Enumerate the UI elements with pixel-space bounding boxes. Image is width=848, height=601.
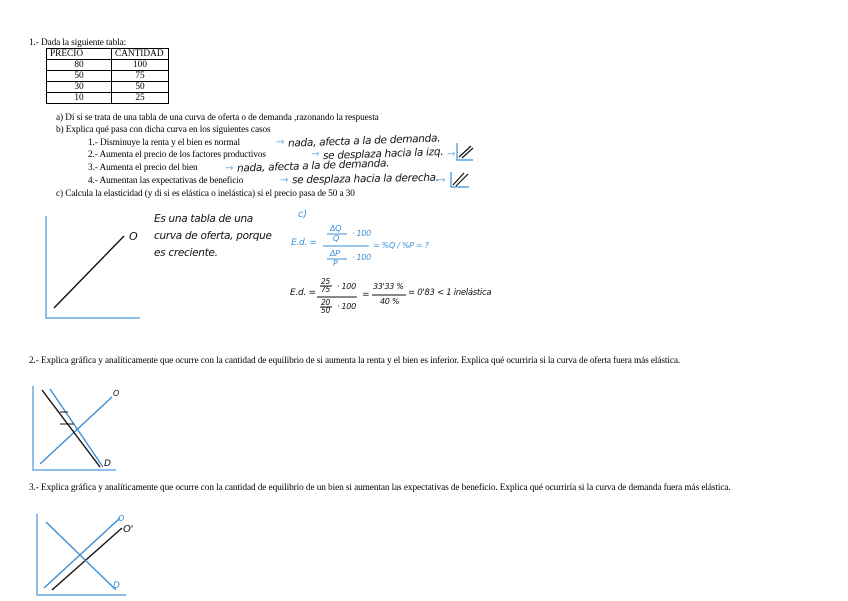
note-line: curva de oferta, porque: [154, 230, 272, 242]
q3-label-o: O: [118, 514, 124, 523]
table-cell: 75: [112, 71, 169, 82]
note-line: Es una tabla de una: [154, 213, 253, 225]
case-2-text: 2.- Aumenta el precio de los factores productivos: [88, 150, 266, 160]
calc-den-delta-p: ΔP: [330, 249, 340, 258]
calc-equals: =: [362, 290, 370, 300]
table-row: [47, 93, 169, 104]
calc-times: · 100: [337, 302, 356, 311]
table-header-row: [47, 49, 169, 60]
case-4-answer: se desplaza hacia la derecha.: [291, 171, 439, 187]
note-line: es creciente.: [154, 247, 218, 259]
calc-num-q: Q: [333, 234, 339, 243]
case-3-answer: nada, afecta a la de demanda.: [236, 157, 390, 175]
q1-title: 1.- Dada la siguiente tabla:: [29, 38, 127, 48]
calc-times: · 100: [337, 282, 356, 291]
arrow-icon: ⇾: [311, 149, 320, 160]
calc-times: · 100: [352, 229, 371, 238]
q1-item-c: c) Calcula la elasticidad (y di si es elástica o inelástica) si el precio pasa de 50 a 30: [56, 189, 355, 199]
calc-den-p: P: [333, 259, 338, 268]
calc-times: · 100: [352, 253, 371, 262]
case-1-answer: nada, afecta a la de demanda.: [287, 132, 441, 150]
q2-label-d: D: [104, 459, 111, 469]
table-cell: 50: [47, 71, 112, 82]
arrow-icon: ⇾: [447, 149, 456, 160]
arrow-icon: ⇾: [280, 175, 289, 186]
table-row: [47, 71, 169, 82]
case-3-text: 3.- Aumenta el precio del bien: [88, 163, 198, 173]
calc-ed-label: E.d. =: [291, 238, 317, 248]
q1-item-b: b) Explica qué pasa con dicha curva en los siguientes casos: [56, 125, 271, 135]
q2-label-o: O: [113, 389, 119, 398]
shift-left-sketch: [456, 142, 474, 162]
table-cell: 25: [112, 93, 169, 104]
fraction-bar: [372, 294, 408, 296]
q3-text: 3.- Explica gráfica y analíticamente que ocurre con la cantidad de equilibrio de un bien si aumentan las expectativas de beneficio. Explica qué ocurriría si la curva de demanda fuera más elástica.: [29, 483, 731, 493]
q1-item-a: a) Di si se trata de una tabla de una curva de oferta o de demanda ,razonando la respuesta: [56, 113, 379, 123]
fraction-bar: [323, 245, 371, 247]
table-cell: 30: [47, 82, 112, 93]
calc-ed-label: E.d. =: [290, 288, 316, 298]
fraction-bar: [327, 258, 349, 260]
calc-den-top: 20: [321, 298, 330, 307]
price-quantity-table: [46, 48, 169, 104]
calc-pct-top: 33'33 %: [373, 282, 404, 291]
arrow-icon: ⇾: [225, 163, 234, 174]
calc-pct-bot: 40 %: [380, 297, 400, 306]
calc-label: c): [298, 209, 307, 220]
case-2-answer: se desplaza hacia la izq.: [322, 145, 444, 163]
table-header: PRECIO: [47, 49, 112, 60]
calc-den-bot: 50: [321, 306, 330, 315]
q3-label-o-prime: O': [123, 524, 134, 535]
table-row: [47, 60, 169, 71]
calc-num-delta-q: ΔQ: [330, 224, 342, 233]
shift-right-sketch: [450, 171, 470, 189]
calc-num-bot: 75: [321, 285, 330, 294]
calc-result-1: = %Q / %P = ?: [373, 241, 429, 250]
calc-result-2: = 0'83 < 1 inelástica: [408, 288, 492, 298]
calc-num-top: 25: [321, 277, 330, 286]
table-cell: 80: [47, 60, 112, 71]
arrow-icon: ⇾: [276, 137, 285, 148]
case-4-text: 4.- Aumentan las expectativas de beneficio: [88, 176, 244, 186]
q2-text: 2.- Explica gráfica y analíticamente que ocurre con la cantidad de equilibrio de si aumenta la renta y el bien es inferior. Explica qué ocurriría si la curva de oferta fuera más elástica.: [29, 356, 681, 366]
table-row: [47, 82, 169, 93]
table-header: CANTIDAD: [112, 49, 169, 60]
table-cell: 100: [112, 60, 169, 71]
table-cell: 50: [112, 82, 169, 93]
case-1-text: 1.- Disminuye la renta y el bien es normal: [88, 138, 240, 148]
q3-label-d: D: [113, 581, 120, 591]
graph-label-o: O: [129, 230, 138, 243]
arrow-icon: ⇾: [437, 175, 446, 186]
table-cell: 10: [47, 93, 112, 104]
